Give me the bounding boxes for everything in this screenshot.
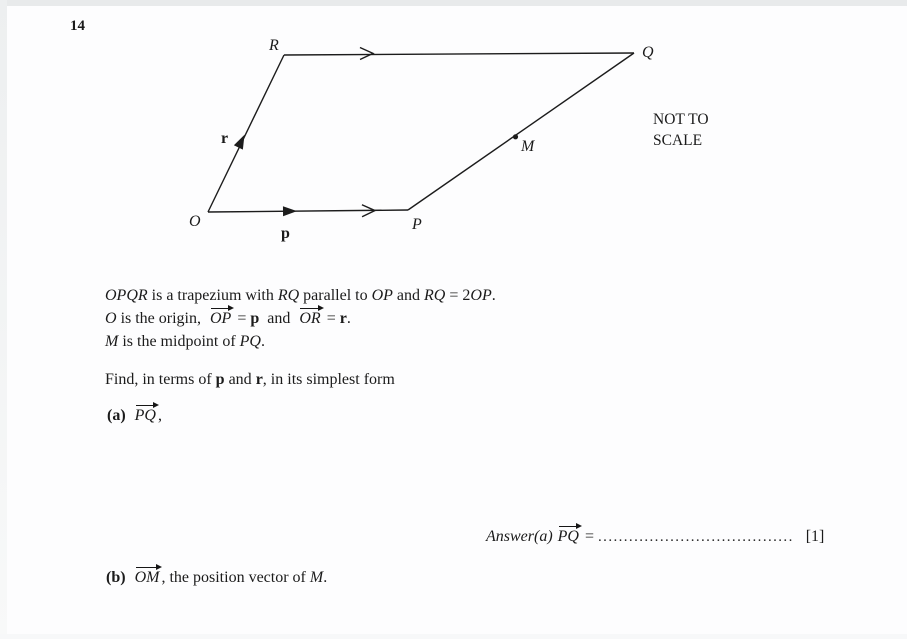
text-segment: and — [392, 287, 425, 304]
midpoint-label-m: M — [521, 138, 535, 155]
text-segment: [1] — [805, 528, 825, 545]
text-segment: (a) — [107, 407, 126, 424]
text-segment: and — [259, 310, 299, 327]
text-segment: Answer(a) — [486, 528, 557, 545]
text-segment: r — [339, 310, 347, 327]
text-segment: PQ — [557, 528, 579, 545]
text-segment: p — [250, 310, 260, 327]
text-segment: . — [346, 310, 351, 327]
vertex-label-r: R — [269, 37, 279, 54]
text-segment: O — [105, 310, 117, 327]
edge-or — [208, 55, 284, 212]
statement-line-1 — [105, 280, 496, 305]
not-to-scale-line1: NOT TO — [653, 111, 709, 128]
text-segment — [126, 407, 134, 424]
text-segment: OM — [134, 569, 160, 586]
not-to-scale-note — [653, 109, 709, 151]
text-segment: is the midpoint of — [118, 333, 240, 350]
text-segment: PQ — [134, 407, 156, 424]
text-segment: , — [157, 407, 162, 424]
text-segment: and — [224, 371, 256, 388]
text-segment: OPQR — [105, 287, 148, 304]
text-segment: RQ — [424, 287, 446, 304]
text-segment: = — [233, 310, 251, 327]
text-segment: = — [580, 528, 599, 545]
text-segment: , in its simplest form — [262, 371, 395, 388]
parallel-mark-rq-icon — [360, 47, 373, 59]
text-segment: M — [105, 333, 119, 350]
text-segment: OP — [210, 310, 232, 327]
vertex-label-p: P — [412, 216, 422, 233]
statement-line-3 — [105, 326, 265, 351]
text-segment: (b) — [106, 569, 126, 586]
vertex-label-o: O — [189, 213, 201, 230]
question-number: 14 — [70, 18, 85, 34]
text-segment: RQ — [277, 287, 300, 304]
edge-pq — [408, 53, 634, 210]
vector-p-arrowhead-icon — [283, 206, 297, 216]
vector-label-r: r — [221, 130, 229, 147]
statement-line-2 — [105, 303, 351, 328]
text-segment: r — [255, 371, 263, 388]
text-segment: Find, in terms of — [105, 371, 216, 388]
part-b-question — [106, 562, 327, 587]
part-a-question — [107, 400, 162, 425]
text-segment: parallel to — [299, 287, 372, 304]
text-segment: ...................................... — [598, 529, 794, 545]
vertex-label-q: Q — [642, 44, 654, 61]
text-segment: . — [491, 287, 496, 304]
text-segment: = — [322, 310, 340, 327]
text-segment: OR — [299, 310, 321, 327]
text-segment: OP — [470, 287, 492, 304]
text-segment: M — [309, 569, 324, 586]
text-segment: p — [215, 371, 225, 388]
text-segment: is a trapezium with — [147, 287, 278, 304]
text-segment: . — [323, 569, 328, 586]
text-segment: is the origin, — [116, 310, 209, 327]
edge-rq — [284, 53, 634, 55]
edge-op — [208, 210, 408, 212]
not-to-scale-line2: SCALE — [653, 132, 703, 149]
text-segment — [126, 569, 134, 586]
instruction-line — [105, 364, 395, 389]
text-segment: OP — [371, 287, 393, 304]
midpoint-m-dot — [513, 134, 518, 139]
text-segment: . — [260, 333, 265, 350]
text-segment: PQ — [239, 333, 261, 350]
vector-label-p: p — [281, 225, 290, 242]
vector-r-arrowhead-icon — [234, 133, 249, 150]
text-segment: , the position vector of — [161, 569, 310, 586]
answer-a-line — [486, 521, 824, 546]
text-segment: = 2 — [445, 287, 471, 304]
